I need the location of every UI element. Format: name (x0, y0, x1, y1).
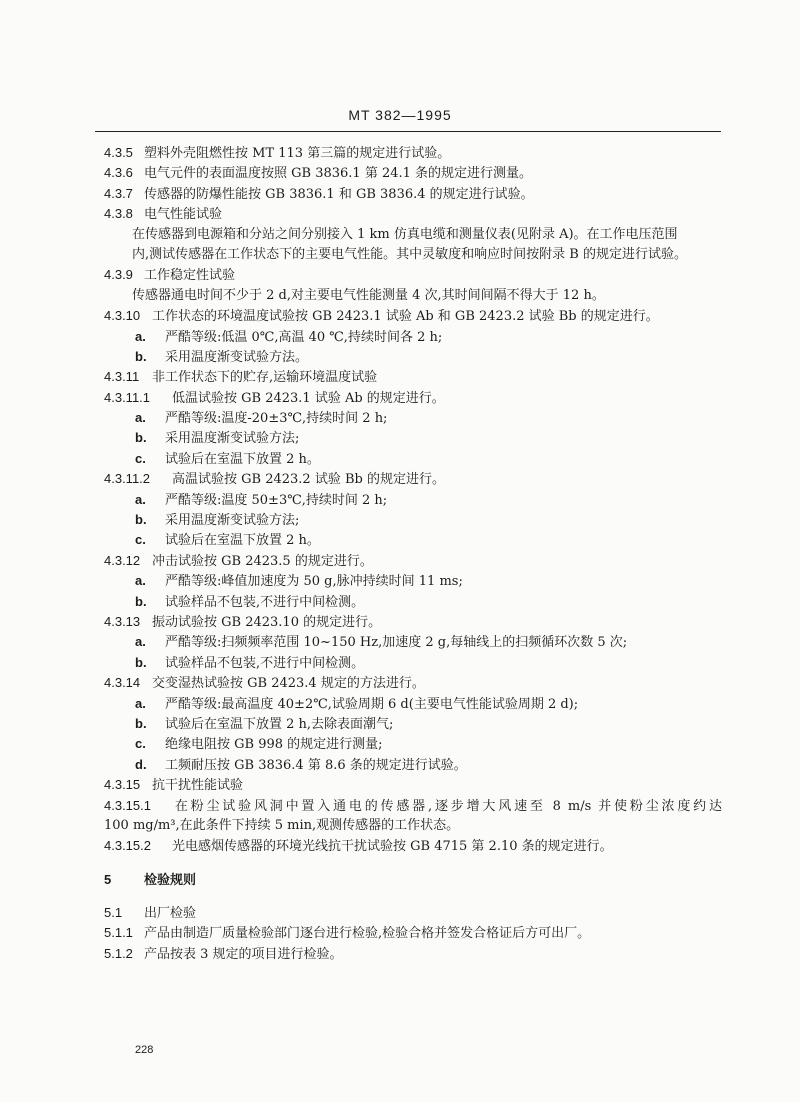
line-text: 电气性能试验 (144, 207, 223, 223)
list-label: b. (135, 430, 147, 446)
list-label: b. (135, 593, 147, 609)
list-item (104, 632, 722, 652)
clause-number: 5.1.2 (104, 945, 133, 961)
line-text: 光电感烟传感器的环境光线抗干扰试验按 GB 4715 第 2.10 条的规定进行。 (172, 839, 613, 855)
line-text: 抗干扰性能试验 (152, 778, 244, 794)
clause-number: 5.1.1 (104, 925, 133, 941)
line-text: 冲击试验按 GB 2423.5 的规定进行。 (152, 553, 373, 569)
list-item (104, 510, 722, 530)
list-label: b. (135, 512, 147, 528)
line-text: 交变湿热试验按 GB 2423.4 规定的方法进行。 (152, 676, 425, 692)
list-item (104, 530, 722, 550)
clause-line (104, 836, 722, 856)
section-heading (104, 870, 722, 890)
section-title: 检验规则 (144, 871, 197, 887)
line-text: 高温试验按 GB 2423.2 试验 Bb 的规定进行。 (172, 472, 445, 488)
clause-line (104, 469, 722, 489)
clause-number: 4.3.5 (104, 145, 133, 160)
list-label: a. (135, 695, 146, 711)
line-text: 出厂检验 (144, 906, 197, 922)
line-text: 振动试验按 GB 2423.10 的规定进行。 (152, 614, 382, 630)
line-text: 产品按表 3 规定的项目进行检验。 (144, 946, 343, 962)
clause-number: 4.3.12 (104, 552, 141, 568)
list-item (104, 592, 722, 612)
clause-line (104, 551, 722, 571)
line-text: 严酷等级:扫频频率范围 10~150 Hz,加速度 2 g,每轴线上的扫频循环次数 5 次; (165, 635, 628, 651)
clause-line (104, 265, 722, 285)
document-body (104, 143, 722, 964)
clause-line (104, 204, 722, 224)
line-text: 产品由制造厂质量检验部门逐台进行检验,检验合格并签发合格证后方可出厂。 (144, 926, 591, 942)
line-text: 电气元件的表面温度按照 GB 3836.1 第 24.1 条的规定进行测量。 (144, 166, 533, 182)
clause-number: 4.3.11.1 (104, 389, 151, 405)
line-text: 传感器的防爆性能按 GB 3836.1 和 GB 3836.4 的规定进行试验。 (144, 186, 534, 202)
line-text: 采用温度渐变试验方法。 (165, 349, 309, 365)
line-text: 严酷等级:低温 0℃,高温 40 ℃,持续时间各 2 h; (165, 329, 443, 345)
list-item (104, 327, 722, 347)
clause-number: 4.3.14 (104, 675, 141, 691)
line-text: 严酷等级:温度 50±3℃,持续时间 2 h; (165, 492, 388, 508)
list-label: b. (135, 654, 147, 670)
line-text: 工频耐压按 GB 3836.4 第 8.6 条的规定进行试验。 (165, 757, 467, 773)
clause-line (104, 388, 722, 408)
list-label: c. (135, 736, 146, 752)
line-text: 试验样品不包装,不进行中间检测。 (165, 594, 365, 610)
clause-number: 4.3.15.2 (104, 838, 151, 854)
line-text: 在传感器到电源箱和分站之间分别接入 1 km 仿真电缆和测量仪表(见附录 A)。在工作电压范围 (132, 226, 678, 242)
clause-line (104, 944, 722, 964)
clause-line (104, 612, 722, 632)
list-label: a. (135, 573, 146, 589)
clause-number: 4.3.9 (104, 267, 133, 283)
list-item (104, 490, 722, 510)
page-header: MT 382—1995 (348, 107, 452, 123)
list-label: a. (135, 491, 146, 507)
clause-line (104, 184, 722, 204)
line-text: 试验样品不包装,不进行中间检测。 (165, 655, 365, 671)
clause-number: 4.3.13 (104, 613, 141, 629)
list-label: b. (135, 348, 147, 364)
clause-line (104, 796, 722, 816)
clause-number: 4.3.15.1 (104, 797, 151, 813)
list-item (104, 571, 722, 591)
list-label: d. (135, 756, 147, 772)
line-text: 严酷等级:峰值加速度为 50 g,脉冲持续时间 11 ms; (165, 574, 463, 590)
clause-line (104, 775, 722, 795)
line-text: 采用温度渐变试验方法; (165, 513, 300, 529)
header-rule (95, 131, 721, 132)
line-text: 低温试验按 GB 2423.1 试验 Ab 的规定进行。 (172, 390, 445, 406)
list-label: a. (135, 328, 146, 344)
clause-line (104, 903, 722, 923)
line-text: 严酷等级:温度-20±3℃,持续时间 2 h; (165, 411, 388, 427)
list-label: c. (135, 532, 146, 548)
line-text: 绝缘电阻按 GB 998 的规定进行测量; (165, 737, 383, 753)
list-item (104, 347, 722, 367)
clause-number: 4.3.8 (104, 206, 133, 222)
line-text: 严酷等级:最高温度 40±2℃,试验周期 6 d(主要电气性能试验周期 2 d); (165, 696, 579, 712)
paragraph-line (104, 225, 722, 245)
line-text: 试验后在室温下放置 2 h。 (165, 451, 320, 467)
clause-line (104, 306, 722, 326)
clause-number: 4.3.10 (104, 308, 141, 324)
line-text: 内,测试传感器在工作状态下的主要电气性能。其中灵敏度和响应时间按附录 B 的规定进行试验。 (132, 246, 687, 262)
clause-line (104, 143, 722, 163)
list-label: a. (135, 634, 146, 650)
list-item (104, 714, 722, 734)
list-item (104, 408, 722, 428)
clause-number: 5.1 (104, 905, 123, 921)
paragraph-line (104, 816, 722, 836)
list-item (104, 755, 722, 775)
clause-line (104, 673, 722, 693)
spacer (104, 857, 722, 870)
list-item (104, 449, 722, 469)
line-text: 非工作状态下的贮存,运输环境温度试验 (152, 370, 378, 386)
clause-line (104, 163, 722, 183)
list-label: a. (135, 410, 146, 426)
list-item (104, 428, 722, 448)
clause-line (104, 367, 722, 387)
list-item (104, 694, 722, 714)
list-item (104, 653, 722, 673)
line-text: 采用温度渐变试验方法; (165, 431, 300, 447)
clause-number: 4.3.7 (104, 185, 133, 201)
clause-number: 4.3.11.2 (104, 471, 151, 487)
clause-number: 4.3.11 (104, 369, 140, 385)
clause-number: 4.3.15 (104, 777, 141, 793)
line-text: 100 mg/m³,在此条件下持续 5 min,观测传感器的工作状态。 (104, 817, 460, 833)
line-text: 传感器通电时间不少于 2 d,对主要电气性能测量 4 次,其时间间隔不得大于 12 h。 (132, 287, 605, 303)
line-text: 工作稳定性试验 (144, 268, 236, 284)
clause-number: 4.3.6 (104, 165, 133, 181)
line-text: 在粉尘试验风洞中置入通电的传感器,逐步增大风速至 8 m/s 并使粉尘浓度约达 (172, 798, 722, 814)
list-item (104, 734, 722, 754)
clause-number: 5 (104, 871, 112, 887)
list-label: c. (135, 450, 146, 466)
page-number: 228 (135, 1044, 154, 1056)
list-label: b. (135, 715, 147, 731)
line-text: 塑料外壳阻燃性按 MT 113 第三篇的规定进行试验。 (144, 146, 451, 161)
spacer (104, 890, 722, 903)
clause-line (104, 923, 722, 943)
line-text: 工作状态的环境温度试验按 GB 2423.1 试验 Ab 和 GB 2423.2 试验 Bb 的规定进行。 (152, 309, 659, 325)
paragraph-line (104, 286, 722, 306)
paragraph-line (104, 245, 722, 265)
line-text: 试验后在室温下放置 2 h。 (165, 533, 320, 549)
line-text: 试验后在室温下放置 2 h,去除表面潮气; (165, 716, 394, 732)
